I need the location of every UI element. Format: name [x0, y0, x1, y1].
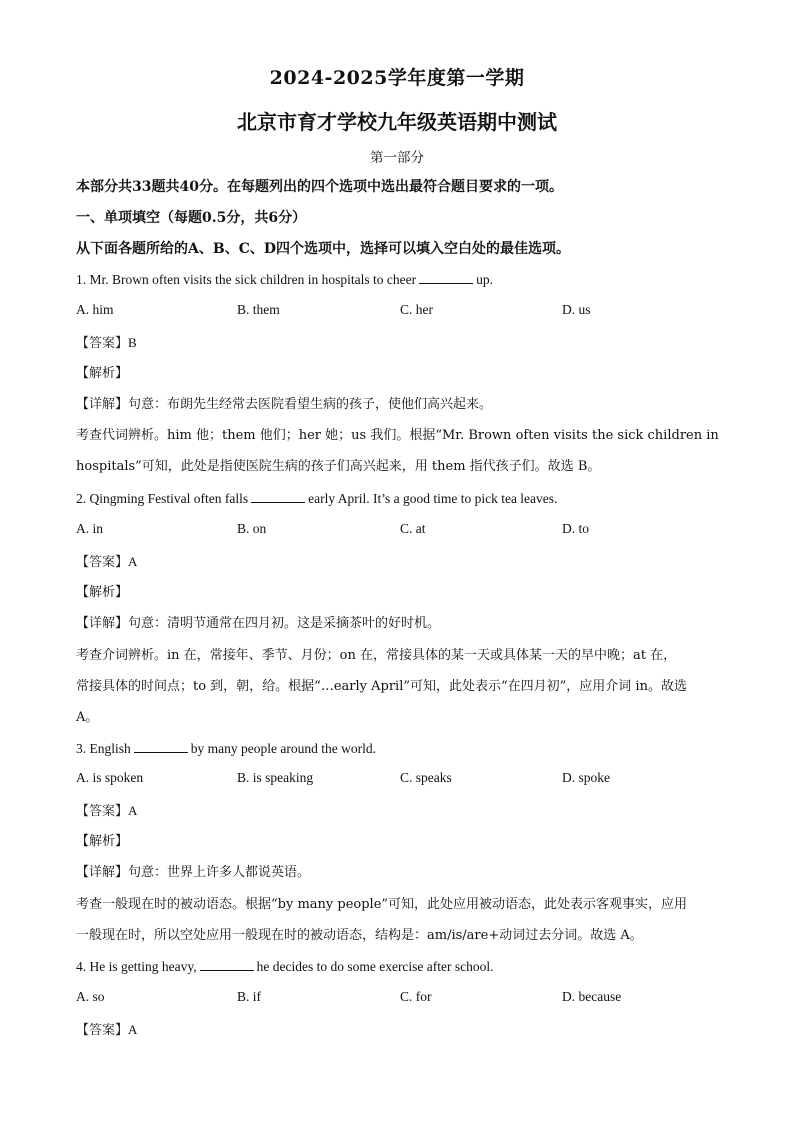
question-2-stem: [76, 489, 716, 509]
question-1-blank: [419, 271, 473, 284]
question-2-option-d: D. to: [562, 521, 589, 536]
answer-value: A: [128, 554, 138, 569]
page-title-term: 2024-2025学年度第一学期: [269, 67, 525, 89]
question-3-blank: [134, 740, 188, 753]
question-4-option-c: C. for: [400, 989, 432, 1004]
question-3-option-a: A. is spoken: [76, 770, 144, 785]
question-2-option-c: C. at: [400, 521, 426, 536]
answer-label: 【答案】: [76, 804, 129, 819]
question-2-blank: [251, 490, 305, 503]
question-1-option-b: B. them: [237, 302, 280, 317]
question-4-blank: [200, 958, 254, 971]
question-3-stem: [76, 739, 716, 759]
question-4-stem: [76, 957, 716, 977]
question-1-answer: [76, 333, 716, 354]
detail-text: 句意：世界上许多人都说英语。: [128, 865, 311, 880]
question-3-explain-line-2: 一般现在时，所以空处应用一般现在时的被动语态，结构是：am/is/are+动词过去分词。故选 A。: [76, 928, 643, 943]
question-4-answer: [76, 1020, 716, 1041]
question-2-stem-before: 2. Qingming Festival often falls: [76, 491, 249, 506]
question-3-option-d: D. spoke: [562, 770, 610, 785]
question-1-explain-line-1: 考查代词辨析。him 他；them 他们；her 她；us 我们。根据“Mr. Brown often visits the sick children in: [76, 428, 719, 443]
detail-label: 【详解】: [76, 397, 129, 412]
question-1-stem-after: up.: [476, 272, 493, 287]
question-2-detail: [76, 614, 716, 634]
question-2-analysis-label: 【解析】: [76, 585, 129, 600]
question-2-answer: [76, 552, 716, 573]
detail-text: 句意：布朗先生经常去医院看望生病的孩子，使他们高兴起来。: [128, 397, 493, 412]
question-3-option-c: C. speaks: [400, 770, 452, 785]
part-heading: 第一部分: [370, 150, 424, 166]
question-3-analysis-label: 【解析】: [76, 834, 129, 849]
question-3-stem-before: 3. English: [76, 741, 131, 756]
question-1-explain-line-2: hospitals”可知，此处是指使医院生病的孩子们高兴起来，用 them 指代孩子们。故选 B。: [76, 459, 601, 474]
question-4-option-d: D. because: [562, 989, 622, 1004]
question-4-stem-after: he decides to do some exercise after school.: [256, 959, 494, 974]
question-3-detail: [76, 863, 716, 883]
question-1-option-a: A. him: [76, 302, 114, 317]
section-instruction: 从下面各题所给的A、B、C、D四个选项中，选择可以填入空白处的最佳选项。: [76, 241, 570, 257]
question-3-answer: [76, 801, 716, 822]
question-2-explain-line-3: A。: [76, 710, 99, 725]
answer-label: 【答案】: [76, 1023, 129, 1038]
answer-label: 【答案】: [76, 336, 129, 351]
answer-label: 【答案】: [76, 555, 129, 570]
question-2-explain-line-2: 常接具体的时间点；to 到，朝，给。根据“…early April”可知，此处表示“在四月初”，应用介词 in。故选: [76, 679, 687, 694]
question-4-option-b: B. if: [237, 989, 262, 1004]
detail-label: 【详解】: [76, 616, 129, 631]
question-1-stem: [76, 270, 716, 290]
question-4-stem-before: 4. He is getting heavy,: [76, 959, 197, 974]
question-2-option-a: A. in: [76, 521, 103, 536]
question-1-option-c: C. her: [400, 302, 433, 317]
part-summary: 本部分共33题共40分。在每题列出的四个选项中选出最符合题目要求的一项。: [76, 179, 563, 195]
question-2-option-b: B. on: [237, 521, 267, 536]
question-1-detail: [76, 395, 716, 415]
answer-value: A: [128, 1022, 138, 1037]
detail-label: 【详解】: [76, 865, 129, 880]
detail-text: 句意：清明节通常在四月初。这是采摘茶叶的好时机。: [128, 616, 441, 631]
answer-value: A: [128, 803, 138, 818]
question-3-explain-line-1: 考查一般现在时的被动语态。根据“by many people”可知，此处应用被动语态，此处表示客观事实，应用: [76, 897, 688, 912]
question-4-option-a: A. so: [76, 989, 105, 1004]
question-2-explain-line-1: 考查介词辨析。in 在，常接年、季节、月份；on 在，常接具体的某一天或具体某一天的早中晚；at 在，: [76, 648, 677, 663]
section-heading: 一、单项填空（每题0.5分，共6分）: [76, 210, 307, 226]
question-1-option-d: D. us: [562, 302, 591, 317]
question-1-stem-before: 1. Mr. Brown often visits the sick children in hospitals to cheer: [76, 272, 417, 287]
question-3-stem-after: by many people around the world.: [190, 741, 376, 756]
question-3-option-b: B. is speaking: [237, 770, 314, 785]
page-title-exam: 北京市育才学校九年级英语期中测试: [237, 110, 557, 134]
question-1-analysis-label: 【解析】: [76, 366, 129, 381]
question-2-stem-after: early April. It’s a good time to pick tea leaves.: [308, 491, 558, 506]
answer-value: B: [128, 335, 137, 350]
